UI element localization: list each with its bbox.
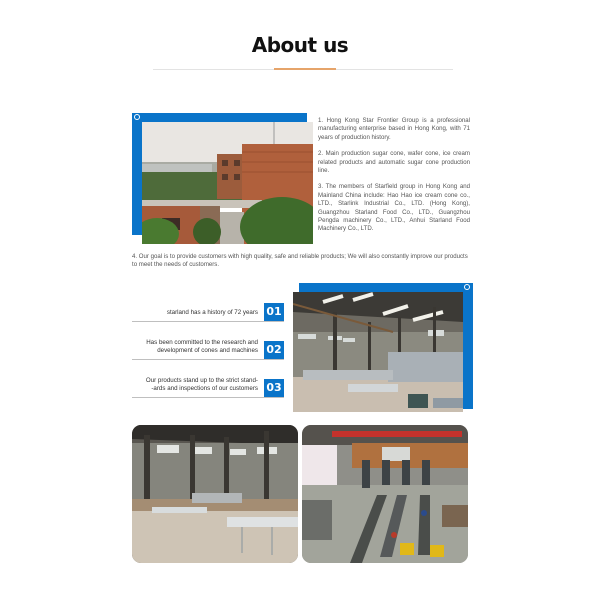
feature-item-03 [132,375,284,399]
intro-paragraph-2: 2. Main production sugar cone, wafer cone, ice cream related products and automatic sugar cone production line. [318,150,470,175]
feature-text: starland has a history of 72 years [166,309,258,316]
feature-divider [132,397,284,398]
intro-paragraph-1: 1. Hong Kong Star Frontier Group is a professional manufacturing enterprise based in Hong Kong, with 71 years of production history. [318,117,470,141]
frame-right-bar [463,283,473,409]
frame-ring-icon [464,284,470,290]
intro-paragraph-3: 3. The members of Starfield group in Hong Kong and Mainland China include: Hao Hao ice cream cone co., LTD., Starlink Industrial Co., LTD. (Hong Kong), Guangzhou Starland Food Co., LTD., Guangzhou Pengda machinery Co., LTD., Anhui Starland Food Machinery Co., LTD. [318,183,470,233]
title-accent-bar [274,68,336,70]
feature-number-badge: 01 [264,303,284,321]
frame-top-bar [132,113,307,122]
feature-text: Our products stand up to the strict stand- -ards and inspections of our customers [145,377,258,393]
intro-text [318,117,470,242]
page-title: About us [251,33,349,57]
frame-left-bar [132,113,142,235]
workshop-tables-photo [132,425,298,563]
frame-top-bar [299,283,473,292]
goal-paragraph: 4. Our goal is to provide customers with high quality, safe and reliable products; We will also constantly improve our products to meet the needs of customers. [132,253,468,269]
factory-exterior-photo [142,122,313,244]
feature-number-badge: 02 [264,341,284,359]
feature-item-02 [132,337,284,361]
production-line-photo [302,425,468,563]
feature-text: Has been committed to the research and development of cones and machines [146,339,258,355]
feature-divider [132,359,284,360]
feature-number-badge: 03 [264,379,284,397]
feature-item-01 [132,300,284,322]
feature-divider [132,321,284,322]
workshop-hall-photo [293,292,463,412]
frame-ring-icon [134,114,140,120]
